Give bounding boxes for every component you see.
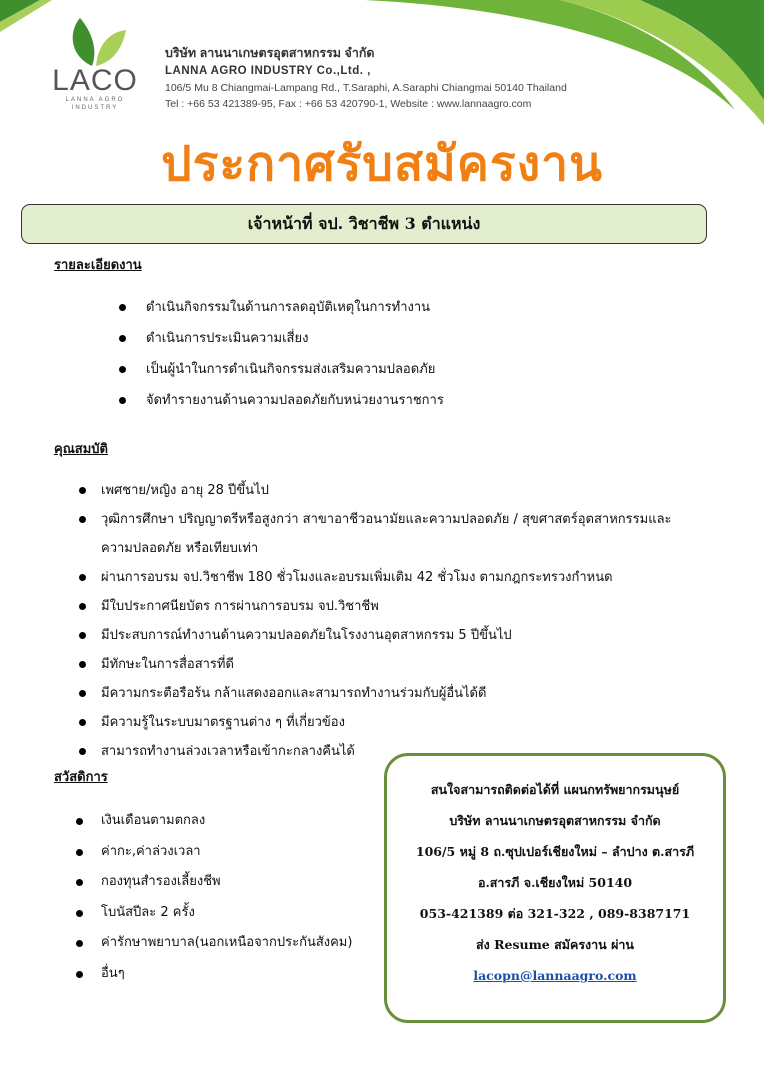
bullet-icon [119,366,126,373]
company-info [165,44,625,112]
list-item: ดำเนินการประเมินความเสี่ยง [146,323,706,354]
list-item: ค่ารักษาพยาบาล(นอกเหนือจากประกันสังคม) [101,928,381,959]
bullet-icon [119,397,126,404]
bullet-icon [119,304,126,311]
contact-line: สนใจสามารถติดต่อได้ที่ แผนกทรัพยากรมนุษย์ [430,782,680,797]
bullet-icon [76,940,83,947]
contact-address-2: อ.สารภี จ.เชียงใหม่ 50140 [477,875,633,890]
company-contact-line: Tel : +66 53 421389-95, Fax : +66 53 420790-1, Website : www.lannaagro.com [165,98,532,110]
bullet-icon [79,748,86,755]
bullet-icon [79,487,86,494]
list-item: เพศชาย/หญิง อายุ 28 ปีขึ้นไป [101,476,701,505]
bullet-icon [79,690,86,697]
duties-list [146,292,706,416]
position-title-banner: เจ้าหน้าที่ จป. วิชาชีพ 3 ตำแหน่ง [21,204,707,244]
bullet-icon [79,719,86,726]
company-name-en: LANNA AGRO INDUSTRY Co.,Ltd. , [165,65,371,77]
benefits-heading: สวัสดิการ [54,770,108,785]
qualifications-list [101,476,701,766]
list-item: วุฒิการศึกษา ปริญญาตรีหรือสูงกว่า สาขาอาชีวอนามัยและความปลอดภัย / สุขศาสตร์อุตสาหกรรมและความปลอดภัย หรือเทียบเท่า [101,505,701,563]
list-item: เป็นผู้นำในการดำเนินกิจกรรมส่งเสริมความปลอดภัย [146,354,706,385]
page-title: ประกาศรับสมัครงาน [161,136,603,192]
contact-phone: 053-421389 ต่อ 321-322 , 089-8387171 [419,906,691,921]
benefits-list [101,806,381,989]
list-item: มีใบประกาศนียบัตร การผ่านการอบรม จป.วิชาชีพ [101,592,701,621]
qualifications-heading: คุณสมบัติ [54,442,108,457]
bullet-icon [79,661,86,668]
bullet-icon [76,849,83,856]
list-item: ดำเนินกิจกรรมในด้านการลดอุบัติเหตุในการทำงาน [146,292,706,323]
bullet-icon [119,335,126,342]
list-item: กองทุนสำรองเลี้ยงชีพ [101,867,381,898]
contact-box [384,753,726,1023]
bullet-icon [79,574,86,581]
list-item: จัดทำรายงานด้านความปลอดภัยกับหน่วยงานราชการ [146,385,706,416]
bullet-icon [76,879,83,886]
list-item: มีความกระตือรือร้น กล้าแสดงออกและสามารถทำงานร่วมกับผู้อื่นได้ดี [101,679,701,708]
contact-email-link[interactable]: lacopn@lannaagro.com [473,968,637,983]
list-item: มีความรู้ในระบบมาตรฐานต่าง ๆ ที่เกี่ยวข้อง [101,708,701,737]
bullet-icon [76,818,83,825]
list-item: ผ่านการอบรม จป.วิชาชีพ 180 ชั่วโมงและอบรมเพิ่มเติม 42 ชั่วโมง ตามกฎกระทรวงกำหนด [101,563,701,592]
list-item: มีทักษะในการสื่อสารที่ดี [101,650,701,679]
bullet-icon [76,971,83,978]
list-item: อื่นๆ [101,959,381,990]
list-item: มีประสบการณ์ทำงานด้านความปลอดภัยในโรงงานอุตสาหกรรม 5 ปีขึ้นไป [101,621,701,650]
logo-wordmark: LACO [52,64,138,97]
company-name-th: บริษัท ลานนาเกษตรอุตสาหกรรม จำกัด [165,46,375,60]
bullet-icon [79,516,86,523]
bullet-icon [79,603,86,610]
list-item: สามารถทำงานล่วงเวลาหรือเข้ากะกลางคืนได้ [101,737,701,766]
logo-subtext: LANNA AGRO INDUSTRY [65,97,125,111]
company-address: 106/5 Mu 8 Chiangmai-Lampang Rd., T.Saraphi, A.Saraphi Chiangmai 50140 Thailand [165,82,567,94]
bullet-icon [76,910,83,917]
contact-resume-note: ส่ง Resume สมัครงาน ผ่าน [476,937,634,952]
contact-address: 106/5 หมู่ 8 ถ.ซุปเปอร์เชียงใหม่ – ลำปาง ต.สารภี [415,844,695,859]
list-item: ค่ากะ,ค่าล่วงเวลา [101,837,381,868]
bullet-icon [79,632,86,639]
contact-company: บริษัท ลานนาเกษตรอุตสาหกรรม จำกัด [449,813,661,828]
duties-heading: รายละเอียดงาน [54,258,142,273]
list-item: เงินเดือนตามตกลง [101,806,381,837]
list-item: โบนัสปีละ 2 ครั้ง [101,898,381,929]
